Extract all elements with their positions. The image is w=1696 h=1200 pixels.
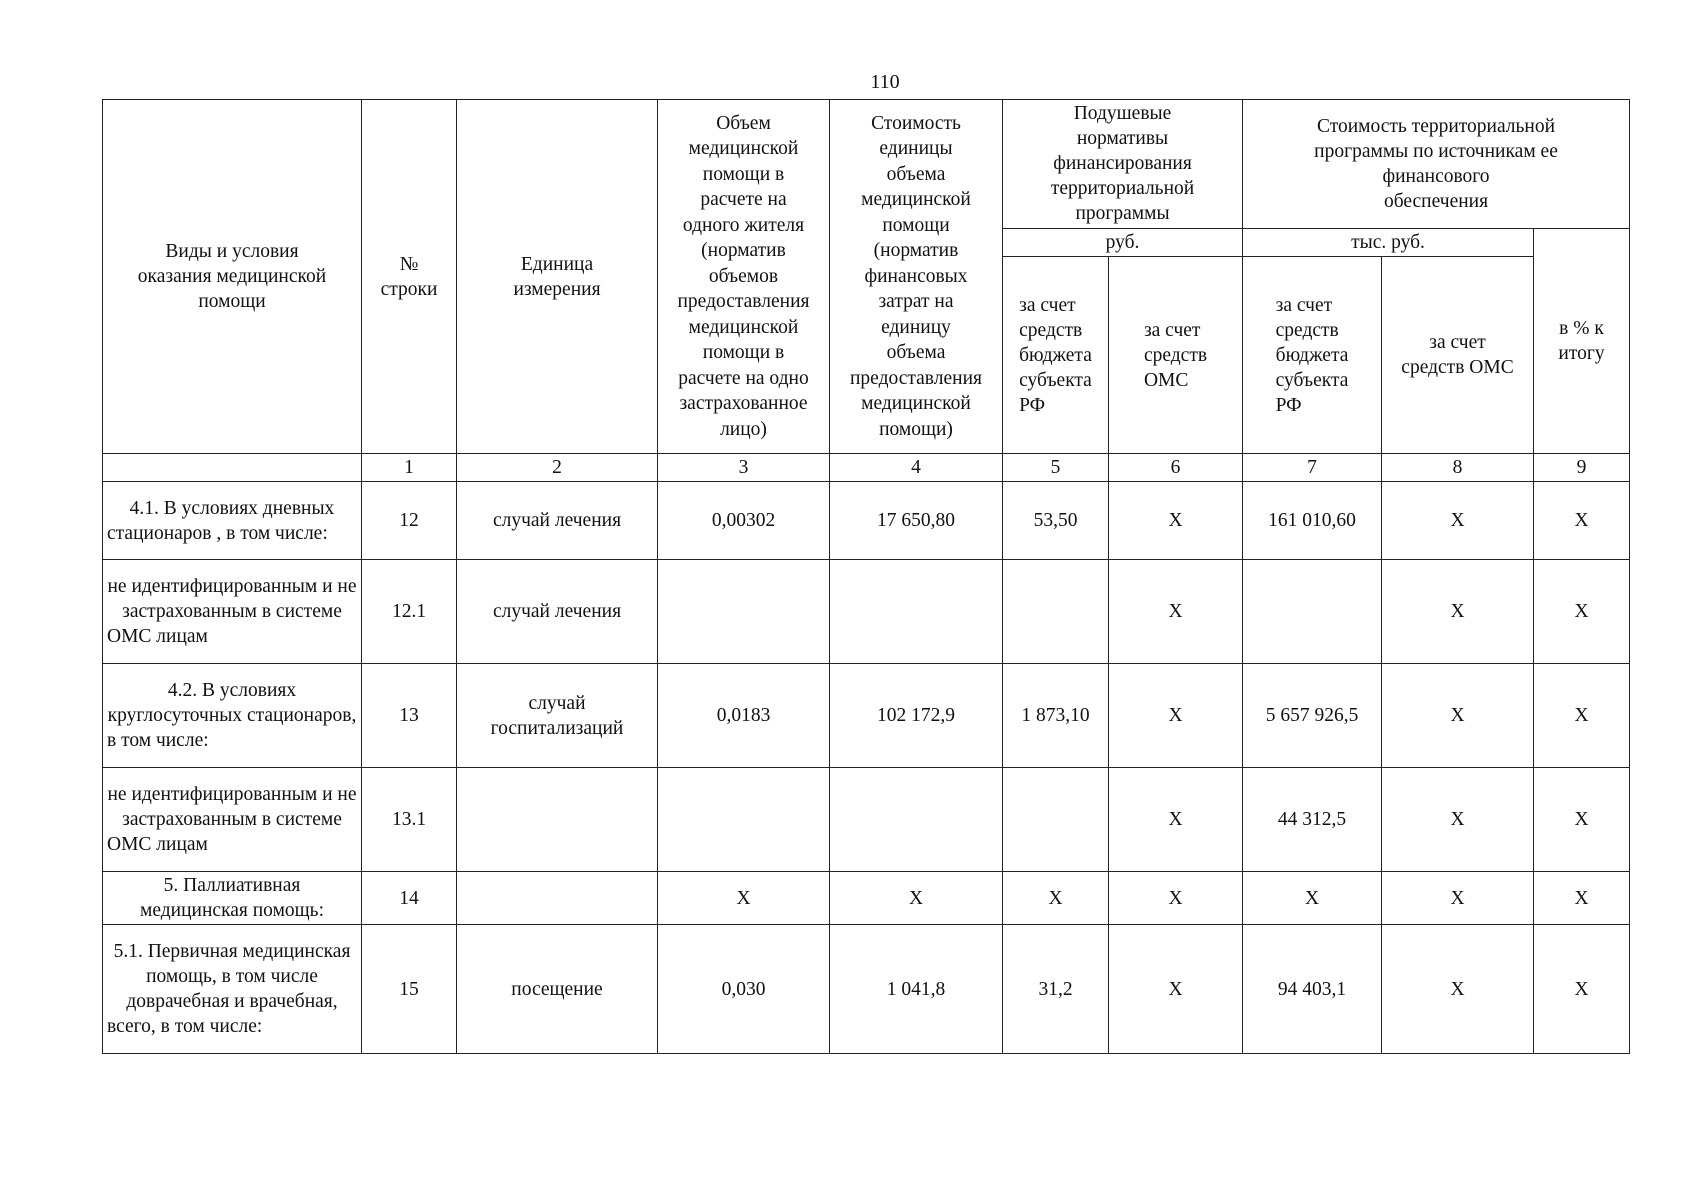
table-row xyxy=(103,925,1630,1054)
row-budget-total: 94 403,1 xyxy=(1243,925,1382,1054)
row-volume: 0,0183 xyxy=(658,664,830,768)
row-kind: не идентифицированным и не застрахованным в системе ОМС лицам xyxy=(103,560,362,664)
row-kind: 4.2. В условиях круглосуточных стационаров, в том числе: xyxy=(103,664,362,768)
table-row xyxy=(103,664,1630,768)
row-oms-rub: Х xyxy=(1109,664,1243,768)
row-budget-rub: 53,50 xyxy=(1003,482,1109,560)
header-cost: Стоимость единицы объема медицинской помощи (норматив финансовых затрат на единицу объема предоставления медицинской помощи) xyxy=(830,100,1003,454)
column-number: 3 xyxy=(658,454,830,482)
row-kind: 4.1. В условиях дневных стационаров , в том числе: xyxy=(103,482,362,560)
row-unit: посещение xyxy=(457,925,658,1054)
column-number: 6 xyxy=(1109,454,1243,482)
header-unit-rub: руб. xyxy=(1003,229,1243,257)
financing-table xyxy=(102,99,1630,1054)
row-cost: 17 650,80 xyxy=(830,482,1003,560)
header-kind: Виды и условия оказания медицинской помощи xyxy=(103,100,362,454)
row-no: 13 xyxy=(362,664,457,768)
table-row xyxy=(103,872,1630,925)
row-budget-rub: 31,2 xyxy=(1003,925,1109,1054)
column-number: 4 xyxy=(830,454,1003,482)
column-number: 5 xyxy=(1003,454,1109,482)
row-oms-rub: Х xyxy=(1109,925,1243,1054)
row-cost xyxy=(830,560,1003,664)
table-row xyxy=(103,560,1630,664)
row-no: 13.1 xyxy=(362,768,457,872)
row-unit: случай лечения xyxy=(457,482,658,560)
row-oms-total: Х xyxy=(1382,482,1534,560)
row-budget-rub xyxy=(1003,560,1109,664)
header-percent: в % к итогу xyxy=(1534,229,1630,454)
header-total: Стоимость территориальной программы по источникам ее финансового обеспечения xyxy=(1243,100,1630,229)
column-numbers-row xyxy=(103,454,1630,482)
row-oms-total: Х xyxy=(1382,925,1534,1054)
header-oms-thousand: за счет средств ОМС xyxy=(1382,257,1534,454)
row-budget-total: 44 312,5 xyxy=(1243,768,1382,872)
row-percent: Х xyxy=(1534,482,1630,560)
row-volume: 0,00302 xyxy=(658,482,830,560)
row-oms-total: Х xyxy=(1382,560,1534,664)
column-number: 9 xyxy=(1534,454,1630,482)
row-percent: Х xyxy=(1534,664,1630,768)
row-oms-total: Х xyxy=(1382,872,1534,925)
header-oms-rub: за счет средств ОМС xyxy=(1109,257,1243,454)
row-unit: случай госпитализаций xyxy=(457,664,658,768)
row-percent: Х xyxy=(1534,872,1630,925)
row-oms-rub: Х xyxy=(1109,872,1243,925)
row-oms-rub: Х xyxy=(1109,560,1243,664)
header-volume: Объем медицинской помощи в расчете на одного жителя (норматив объемов предоставления медицинской помощи в расчете на одно застрахованное лицо) xyxy=(658,100,830,454)
column-number: 8 xyxy=(1382,454,1534,482)
row-volume: Х xyxy=(658,872,830,925)
row-budget-rub: Х xyxy=(1003,872,1109,925)
row-oms-rub: Х xyxy=(1109,482,1243,560)
row-cost: 102 172,9 xyxy=(830,664,1003,768)
header-unit-thousand-rub: тыс. руб. xyxy=(1243,229,1534,257)
column-number xyxy=(103,454,362,482)
row-oms-total: Х xyxy=(1382,768,1534,872)
header-percapita: Подушевые нормативы финансирования территориальной программы xyxy=(1003,100,1243,229)
row-volume xyxy=(658,560,830,664)
row-budget-rub: 1 873,10 xyxy=(1003,664,1109,768)
row-cost: Х xyxy=(830,872,1003,925)
row-volume xyxy=(658,768,830,872)
page-number: 110 xyxy=(870,71,900,93)
row-oms-total: Х xyxy=(1382,664,1534,768)
header-unit: Единица измерения xyxy=(457,100,658,454)
row-budget-total: Х xyxy=(1243,872,1382,925)
row-no: 12 xyxy=(362,482,457,560)
row-cost xyxy=(830,768,1003,872)
row-volume: 0,030 xyxy=(658,925,830,1054)
header-row-no: № строки xyxy=(362,100,457,454)
row-kind: 5. Паллиативная медицинская помощь: xyxy=(103,872,362,925)
row-budget-total xyxy=(1243,560,1382,664)
row-oms-rub: Х xyxy=(1109,768,1243,872)
header-budget-thousand: за счет средств бюджета субъекта РФ xyxy=(1243,257,1382,454)
row-percent: Х xyxy=(1534,925,1630,1054)
header-budget-rub: за счет средств бюджета субъекта РФ xyxy=(1003,257,1109,454)
row-kind: не идентифицированным и не застрахованным в системе ОМС лицам xyxy=(103,768,362,872)
row-unit xyxy=(457,872,658,925)
row-no: 14 xyxy=(362,872,457,925)
row-budget-total: 161 010,60 xyxy=(1243,482,1382,560)
row-no: 15 xyxy=(362,925,457,1054)
table-row xyxy=(103,482,1630,560)
row-percent: Х xyxy=(1534,560,1630,664)
column-number: 7 xyxy=(1243,454,1382,482)
row-budget-total: 5 657 926,5 xyxy=(1243,664,1382,768)
row-unit: случай лечения xyxy=(457,560,658,664)
row-unit xyxy=(457,768,658,872)
row-percent: Х xyxy=(1534,768,1630,872)
table-row xyxy=(103,768,1630,872)
column-number: 1 xyxy=(362,454,457,482)
row-no: 12.1 xyxy=(362,560,457,664)
row-kind: 5.1. Первичная медицинская помощь, в том числе доврачебная и врачебная, всего, в том числе: xyxy=(103,925,362,1054)
column-number: 2 xyxy=(457,454,658,482)
row-budget-rub xyxy=(1003,768,1109,872)
row-cost: 1 041,8 xyxy=(830,925,1003,1054)
